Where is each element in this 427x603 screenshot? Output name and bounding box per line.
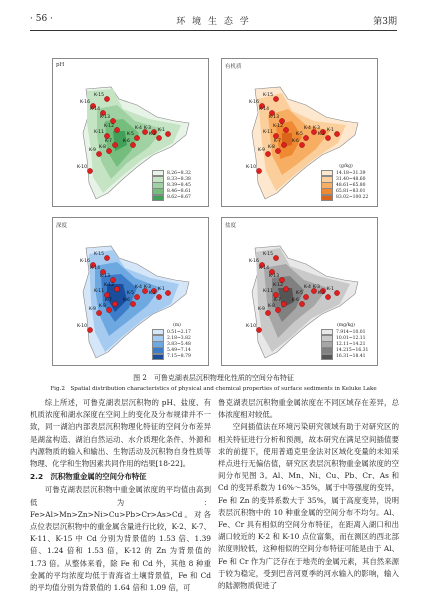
- legend-range: 65.81~83.01: [336, 189, 366, 195]
- sampling-site-label: K-12: [272, 124, 283, 129]
- figure-2: [52, 58, 376, 370]
- sampling-site-marker: [275, 307, 280, 312]
- sampling-site-label: K-12: [272, 283, 283, 288]
- caption-cn: 图 2 可鲁克湖表层沉积物理化性质的空间分布特征: [133, 374, 294, 382]
- sampling-site-label: K-5: [295, 291, 303, 296]
- legend-swatch: [321, 354, 333, 361]
- sampling-site-label: K-14: [258, 107, 269, 112]
- sampling-site-marker: [104, 255, 109, 260]
- sampling-site-marker: [165, 290, 170, 295]
- sampling-site-label: K-2: [148, 291, 156, 296]
- legend-row: [321, 195, 371, 201]
- map-legend: [152, 323, 202, 360]
- sampling-site-marker: [110, 118, 115, 123]
- sampling-site-label: K-6: [122, 298, 130, 303]
- sampling-site-label: K-8: [267, 145, 275, 150]
- legend-range: 0.51~2.17: [167, 329, 191, 335]
- sampling-site-label: K-13: [268, 115, 279, 120]
- sampling-site-marker: [325, 294, 330, 299]
- legend-range: 7.914~10.01: [336, 329, 366, 335]
- sampling-site-label: K-12: [103, 124, 114, 129]
- sampling-site-label: K-5: [126, 132, 134, 137]
- section-heading: 2.2 沉积物重金属的空间分布特征: [30, 472, 147, 482]
- paragraph: 综上所述，可鲁克湖表层沉积物的 pH、盐度、有机质浓度和湖水深度在空间上的变化及分布规律并不一致，同一湖泊内部表层沉积物理化特征的空间分布差异是湖盆构造、湖泊自然运动、水介质理化条件、外源和内源物质的输入和输出、生物活动及沉积物自身性质等物理、化学和生物因素共同作用的结果[18-22]。: [30, 398, 211, 469]
- sampling-site-marker: [87, 168, 92, 173]
- sampling-site-label: K-7: [273, 139, 281, 144]
- sampling-site-label: K-6: [122, 139, 130, 144]
- sampling-site-label: K-16: [79, 100, 90, 105]
- sampling-site-label: K-13: [268, 274, 279, 279]
- sampling-site-marker: [303, 135, 308, 140]
- sampling-site-label: K-1: [326, 128, 334, 133]
- sampling-site-marker: [156, 135, 161, 140]
- sampling-site-marker: [112, 301, 117, 306]
- sampling-site-label: K-4: [134, 126, 142, 131]
- sampling-site-marker: [273, 292, 278, 297]
- sampling-site-marker: [106, 148, 111, 153]
- sampling-site-label: K-2: [317, 291, 325, 296]
- sampling-site-marker: [112, 142, 117, 147]
- legend-range: 8.39~8.45: [167, 183, 191, 189]
- sampling-site-label: K-11: [93, 130, 104, 135]
- legend-range: 8.33~8.38: [167, 176, 191, 182]
- sampling-site-marker: [265, 310, 270, 315]
- sampling-site-label: K-9: [88, 148, 96, 153]
- sampling-site-marker: [165, 131, 170, 136]
- map-legend: [321, 323, 371, 360]
- sampling-site-marker: [273, 96, 278, 101]
- sampling-site-marker: [279, 277, 284, 282]
- sampling-site-marker: [156, 294, 161, 299]
- sampling-site-label: K-7: [273, 298, 281, 303]
- sampling-site-label: K-1: [326, 287, 334, 292]
- legend-range: 8.26~8.32: [167, 170, 191, 176]
- sampling-site-marker: [283, 127, 288, 132]
- journal-title: 环 境 生 态 学: [176, 17, 251, 27]
- legend-range: 5.49~7.14: [167, 348, 191, 354]
- panel-label: 深度: [56, 223, 68, 229]
- sampling-site-marker: [104, 96, 109, 101]
- sampling-site-marker: [281, 301, 286, 306]
- sampling-site-marker: [273, 133, 278, 138]
- legend-row: [321, 354, 371, 360]
- sampling-site-marker: [299, 142, 304, 147]
- sampling-site-marker: [96, 310, 101, 315]
- sampling-site-marker: [299, 301, 304, 306]
- sampling-site-label: K-3: [312, 285, 320, 290]
- sampling-site-marker: [104, 292, 109, 297]
- sampling-site-marker: [134, 294, 139, 299]
- sampling-site-label: K-10: [245, 324, 256, 329]
- sampling-site-label: K-10: [76, 324, 87, 329]
- sampling-site-marker: [283, 286, 288, 291]
- page-number: · 56 ·: [30, 14, 53, 24]
- sampling-site-label: K-4: [303, 126, 311, 131]
- left-column: [30, 397, 211, 594]
- sampling-site-marker: [104, 133, 109, 138]
- legend-row: [152, 195, 202, 201]
- map-legend: [321, 164, 371, 201]
- sampling-site-marker: [96, 151, 101, 156]
- legend-range: 10.01~12.11: [336, 335, 366, 341]
- sampling-site-label: K-7: [104, 139, 112, 144]
- sampling-site-label: K-15: [93, 93, 104, 98]
- sampling-site-label: K-10: [245, 165, 256, 170]
- sampling-site-label: K-11: [262, 289, 273, 294]
- map-panel-salinity: [221, 217, 378, 366]
- paragraph: 空间插值法在环境污染研究领域有助于对研究区的相关特征进行分析和预测，故本研究在满足空间插值要求的前提下，使用普通克里金法对区域化变量的未知采样点进行无偏估值，研究区表层沉积物重金属浓度的空间分布见图 3。Al、Mn、Ni、Cu、Pb、Cr、As 和 Cd 的变异系数为 16%～35%，属于中等强度的变异，Fe 和 Zn 的变异系数大于 35%，属于高度变异，说明表层沉积物中的 10 种重金属的空间分布不均匀。Al、Fe、Cr 具有相似的空间分布特征，在距离入湖口和出湖口较近的 K-2 和 K-10 点位富集，而在测区的西北部浓度则较低，这种相似的空间分布特征可能是由于 Al、Fe 和 Cr 作为广泛存在于地壳的金属元素，其自然来源于较为稳定，受到巴音河夏季的河水输入的影响，输入的陆源物质促进了: [218, 422, 399, 591]
- sampling-site-label: K-6: [291, 298, 299, 303]
- sampling-site-label: K-11: [262, 130, 273, 135]
- sampling-site-label: K-11: [93, 289, 104, 294]
- sampling-site-label: K-9: [257, 307, 265, 312]
- sampling-site-label: K-12: [103, 283, 114, 288]
- map-panel-organic-matter: [221, 58, 378, 207]
- sampling-site-label: K-1: [157, 287, 165, 292]
- sampling-site-marker: [134, 135, 139, 140]
- sampling-site-label: K-13: [99, 115, 110, 120]
- sampling-site-marker: [265, 151, 270, 156]
- sampling-site-marker: [130, 142, 135, 147]
- legend-swatch: [152, 195, 164, 202]
- sampling-site-marker: [130, 301, 135, 306]
- panel-label: 盐度: [225, 223, 237, 229]
- sampling-site-marker: [325, 135, 330, 140]
- legend-range: 48.61~65.80: [336, 183, 366, 189]
- sampling-site-label: K-14: [89, 107, 100, 112]
- sampling-site-marker: [110, 277, 115, 282]
- sampling-site-marker: [114, 286, 119, 291]
- legend-range: 8.46~8.61: [167, 189, 191, 195]
- legend-swatch: [321, 195, 333, 202]
- running-header: [0, 14, 427, 28]
- issue-number: 第3期: [373, 17, 397, 27]
- sampling-site-marker: [256, 327, 261, 332]
- legend-range: 31.40~48.60: [336, 176, 366, 182]
- sampling-site-label: K-4: [134, 285, 142, 290]
- legend-unit: (mg/kg): [337, 323, 355, 329]
- sampling-site-label: K-8: [98, 145, 106, 150]
- sampling-site-label: K-15: [262, 252, 273, 257]
- sampling-site-label: K-13: [99, 274, 110, 279]
- panel-label: pH: [56, 62, 65, 68]
- sampling-site-marker: [303, 294, 308, 299]
- paragraph: 鲁克湖表层沉积物重金属浓度在不同区域存在差异，总体浓度相对较低。: [218, 398, 399, 420]
- header-rule: [30, 30, 397, 31]
- sampling-site-marker: [334, 131, 339, 136]
- legend-range: 8.62~8.67: [167, 195, 191, 201]
- legend-range: 12.11~14.21: [336, 342, 366, 348]
- sampling-site-label: K-15: [262, 93, 273, 98]
- map-panel-ph: [52, 58, 209, 207]
- sampling-site-label: K-1: [157, 128, 165, 133]
- sampling-site-label: K-3: [312, 126, 320, 131]
- sampling-site-label: K-16: [248, 100, 259, 105]
- sampling-site-label: K-3: [143, 126, 151, 131]
- legend-unit: (g/kg): [339, 164, 353, 170]
- sampling-site-label: K-7: [104, 298, 112, 303]
- legend-range: 7.15~8.79: [167, 354, 191, 360]
- legend-row: [152, 354, 202, 360]
- legend-range: 16.31~18.41: [336, 354, 366, 360]
- sampling-site-label: K-2: [148, 132, 156, 137]
- sampling-site-label: K-3: [143, 285, 151, 290]
- sampling-site-label: K-2: [317, 132, 325, 137]
- sampling-site-marker: [275, 148, 280, 153]
- map-panel-depth: [52, 217, 209, 366]
- sampling-site-label: K-5: [295, 132, 303, 137]
- sampling-site-marker: [256, 168, 261, 173]
- sampling-site-marker: [279, 118, 284, 123]
- caption-en: Fig.2 Spatial distribution characteristics of physical and chemical properties of surface sediments in Keluke Lake: [50, 386, 377, 392]
- sampling-site-label: K-14: [89, 266, 100, 271]
- sampling-site-label: K-14: [258, 266, 269, 271]
- sampling-site-label: K-4: [303, 285, 311, 290]
- sampling-site-marker: [273, 255, 278, 260]
- sampling-site-label: K-9: [88, 307, 96, 312]
- sampling-site-marker: [114, 127, 119, 132]
- right-column: [218, 397, 399, 592]
- map-legend: [152, 170, 202, 201]
- sampling-site-marker: [334, 290, 339, 295]
- sampling-site-marker: [106, 307, 111, 312]
- sampling-site-label: K-15: [93, 252, 104, 257]
- sampling-site-label: K-8: [98, 304, 106, 309]
- sampling-site-marker: [87, 327, 92, 332]
- legend-range: 3.83~5.48: [167, 342, 191, 348]
- legend-range: 14.215~16.31: [336, 348, 369, 354]
- paragraph: 可鲁克湖表层沉积物中重金属浓度的平均值由高到低为：Fe>Al>Mn>Zn>Ni>Cu>Pb>Cr>As>Cd。对各点位表层沉积物中的重金属含量进行比较，K-2、K-7、K-11、K-15 中 Cd 分别为背景值的 1.53 倍、1.39 倍、1.24 倍和 1.53 倍，K-12 的 Zn 为背景值的 1.73 倍。从整体来看，除 Fe 和 Cd 外，其他 8 种重金属的平均浓度均低于青海省土壤背景值，Fe 和 Cd 的平均值分别为背景值的 1.64 倍和 1.09 倍，可: [30, 485, 211, 593]
- panel-label: 有机质: [225, 64, 242, 70]
- sampling-site-label: K-16: [79, 259, 90, 264]
- sampling-site-label: K-16: [248, 259, 259, 264]
- sampling-site-label: K-6: [291, 139, 299, 144]
- sampling-site-marker: [281, 142, 286, 147]
- legend-swatch: [152, 354, 164, 361]
- legend-range: 14.18~31.39: [336, 170, 366, 176]
- legend-range: 83.02~100.22: [336, 195, 369, 201]
- legend-range: 2.18~3.82: [167, 335, 191, 341]
- sampling-site-label: K-9: [257, 148, 265, 153]
- sampling-site-label: K-10: [76, 165, 87, 170]
- sampling-site-label: K-8: [267, 304, 275, 309]
- legend-unit: (m): [173, 323, 181, 329]
- sampling-site-label: K-5: [126, 291, 134, 296]
